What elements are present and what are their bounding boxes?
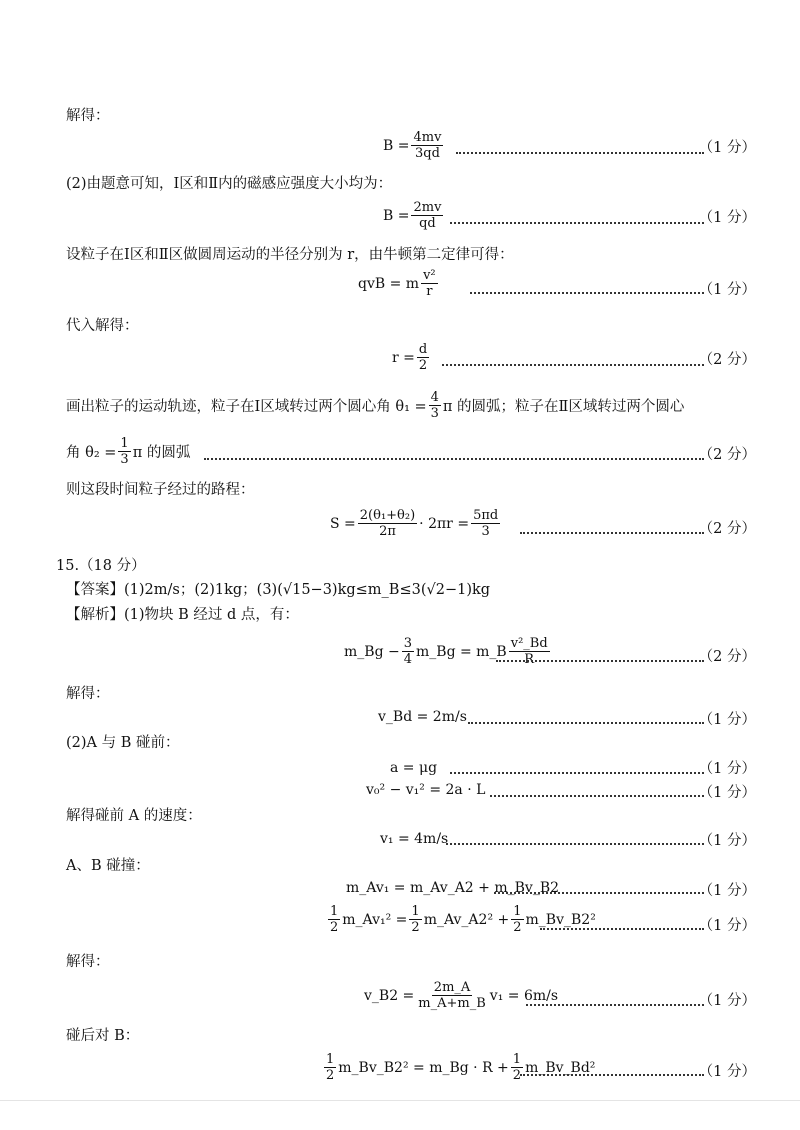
score-label: （1 分） <box>698 712 756 728</box>
score-label: （2 分） <box>698 447 756 463</box>
score-label: （1 分） <box>698 210 756 226</box>
score-label: （2 分） <box>698 649 756 665</box>
equation-momentum: m_Av₁ = m_Av_A2 + m_Bv_B2 <box>346 880 560 896</box>
dotted-leader <box>526 1004 704 1006</box>
dotted-leader <box>540 928 704 930</box>
trajectory-line-1: 画出粒子的运动轨迹，粒子在Ⅰ区域转过两个圆心角 θ₁ = $\frac{4}{3}$ π 的圆弧；粒子在Ⅱ区域转过两个圆心 <box>66 390 685 421</box>
score-label: （1 分） <box>698 282 756 298</box>
analysis-line: 【解析】(1)物块 B 经过 d 点，有： <box>66 607 299 623</box>
equation-v1: v₁ = 4m/s <box>380 831 449 847</box>
equation-a-mu: a = μg <box>390 760 438 776</box>
score-label: （1 分） <box>698 833 756 849</box>
equation-kinematics: v₀² − v₁² = 2a · L <box>366 782 486 798</box>
before-collision-text: (2)A 与 B 碰前： <box>66 735 180 751</box>
score-label: （1 分） <box>698 785 756 801</box>
equation-vb2: v_B2 = $\frac{2m\_A}{m\_A+m\_B}$ v₁ = 6m/s <box>364 980 559 1011</box>
dotted-leader <box>520 532 704 534</box>
dotted-leader <box>450 772 704 774</box>
part2-text: (2)由题意可知，Ⅰ区和Ⅱ内的磁感应强度大小均为： <box>66 176 393 192</box>
equation-vbd: v_Bd = 2m/s <box>378 709 467 725</box>
dotted-leader <box>450 222 704 224</box>
score-label: （1 分） <box>698 993 756 1009</box>
equation-circular-d: m_Bg − $\frac{3}{4}$ m_Bg = m_B $\frac{\text{v²\_Bd}}{R}$ <box>344 636 548 667</box>
dotted-leader <box>496 660 704 662</box>
speed-a-text: 解得碰前 A 的速度： <box>66 808 202 824</box>
page-bottom-edge <box>0 1100 800 1101</box>
solution-label: 解得： <box>66 686 110 702</box>
equation-b-1: B = $\frac{4mv}{3qd}$ <box>383 130 442 161</box>
equation-energy: $\frac{1}{2}$ m_Av₁² = $\frac{1}{2}$ m_Av_A2² + $\frac{1}{2}$ m_Bv_B2² <box>330 904 596 935</box>
score-label: （2 分） <box>698 352 756 368</box>
dotted-leader <box>446 843 704 845</box>
solution-label: 解得： <box>66 954 110 970</box>
equation-energy-b: $\frac{1}{2}$ m_Bv_B2² = m_Bg · R + $\frac{1}{2}$ m_Bv_Bd² <box>326 1052 596 1083</box>
dotted-leader <box>520 1074 704 1076</box>
score-label: （1 分） <box>698 761 756 777</box>
substitution-label: 代入解得： <box>66 318 139 334</box>
dotted-leader <box>204 458 704 460</box>
dotted-leader <box>442 364 704 366</box>
score-label: （1 分） <box>698 918 756 934</box>
score-label: （1 分） <box>698 140 756 156</box>
answer-line: 【答案】(1)2m/s；(2)1kg；(3)(√15−3)kg≤m_B≤3(√2−1)kg <box>66 582 491 598</box>
score-label: （2 分） <box>698 521 756 537</box>
equation-s: S = $\frac{\text{2(θ₁+θ₂)}}{2\pi}$ · 2πr = $\frac{5\pi d}{3}$ <box>330 508 499 539</box>
question-15-heading: 15.（18 分） <box>56 558 146 574</box>
score-label: （1 分） <box>698 883 756 899</box>
dotted-leader <box>456 152 704 154</box>
dotted-leader <box>468 722 704 724</box>
dotted-leader <box>470 292 704 294</box>
trajectory-line-2: 角 θ₂ = $\frac{1}{3}$ π 的圆弧 <box>66 436 191 467</box>
collision-text: A、B 碰撞： <box>66 858 150 874</box>
dotted-leader <box>490 795 704 797</box>
radius-setup-text: 设粒子在Ⅰ区和Ⅱ区做圆周运动的半径分别为 r，由牛顿第二定律可得： <box>66 247 514 263</box>
score-label: （1 分） <box>698 1064 756 1080</box>
dotted-leader <box>494 892 704 894</box>
after-collision-text: 碰后对 B： <box>66 1028 140 1044</box>
equation-r: r = $\frac{d}{2}$ <box>392 342 428 373</box>
equation-qvb: qvB = m $\frac{\text{v²}}{r}$ <box>358 268 436 299</box>
solution-label: 解得： <box>66 108 110 124</box>
equation-b-2: B = $\frac{2mv}{qd}$ <box>383 200 442 231</box>
path-length-text: 则这段时间粒子经过的路程： <box>66 482 255 498</box>
